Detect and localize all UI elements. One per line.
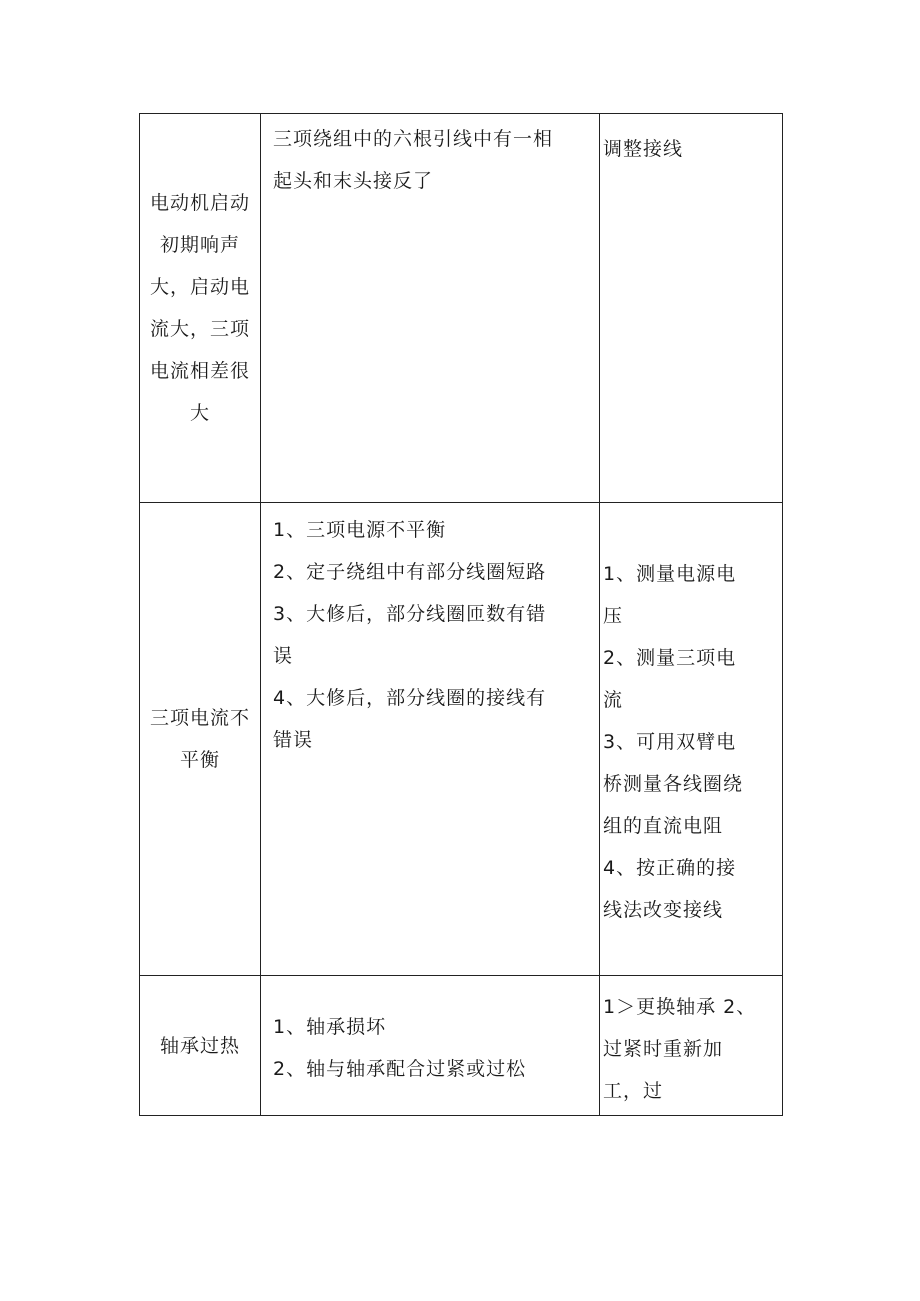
cause-cell [261, 114, 600, 503]
symptom-line: 电动机启动 [149, 192, 250, 214]
fix-line: 3、可用双臂电 [603, 731, 737, 753]
cause-line: 1、轴承损坏 [273, 1016, 387, 1038]
cause-cell [261, 976, 600, 1116]
fix-line: 压 [603, 605, 624, 627]
fix-line: 4、按正确的接 [603, 857, 737, 879]
fault-table [139, 113, 783, 1116]
cause-line: 1、三项电源不平衡 [273, 519, 447, 541]
symptom-cell [140, 114, 261, 503]
cause-line: 误 [273, 645, 294, 667]
symptom-line: 大 [189, 402, 210, 424]
cause-line: 三项绕组中的六根引线中有一相 [273, 128, 554, 150]
fix-line: 过紧时重新加 [603, 1038, 724, 1060]
cause-line: 2、定子绕组中有部分线圈短路 [273, 561, 547, 583]
table-row [140, 976, 783, 1116]
symptom-line: 初期响声 [159, 234, 240, 256]
fix-line: 工，过 [603, 1080, 664, 1102]
fix-line: 线法改变接线 [603, 899, 724, 921]
table-row [140, 503, 783, 976]
symptom-line: 大，启动电 [149, 276, 250, 298]
cause-line: 4、大修后，部分线圈的接线有 [273, 687, 547, 709]
symptom-cell [140, 976, 261, 1116]
symptom-line: 流大，三项 [149, 318, 250, 340]
symptom-cell [140, 503, 261, 976]
cause-cell [261, 503, 600, 976]
fix-line: 2、测量三项电 [603, 647, 737, 669]
symptom-line: 轴承过热 [159, 1034, 240, 1057]
fix-line: 流 [603, 689, 624, 711]
fix-cell [600, 114, 783, 503]
symptom-line: 三项电流不 [149, 707, 250, 729]
cause-line: 2、轴与轴承配合过紧或过松 [273, 1058, 527, 1080]
fix-line: 调整接线 [603, 138, 684, 160]
fix-line: 组的直流电阻 [603, 815, 724, 837]
fix-line: 1＞更换轴承 2、 [603, 996, 757, 1018]
fix-cell [600, 976, 783, 1116]
fix-line: 桥测量各线圈绕 [603, 773, 744, 795]
cause-line: 3、大修后，部分线圈匝数有错 [273, 603, 547, 625]
cause-line: 错误 [273, 729, 314, 751]
fix-cell [600, 503, 783, 976]
fix-line: 1、测量电源电 [603, 563, 737, 585]
symptom-line: 电流相差很 [149, 360, 250, 382]
table-row [140, 114, 783, 503]
cause-line: 起头和末头接反了 [273, 170, 434, 192]
symptom-line: 平衡 [179, 749, 220, 771]
